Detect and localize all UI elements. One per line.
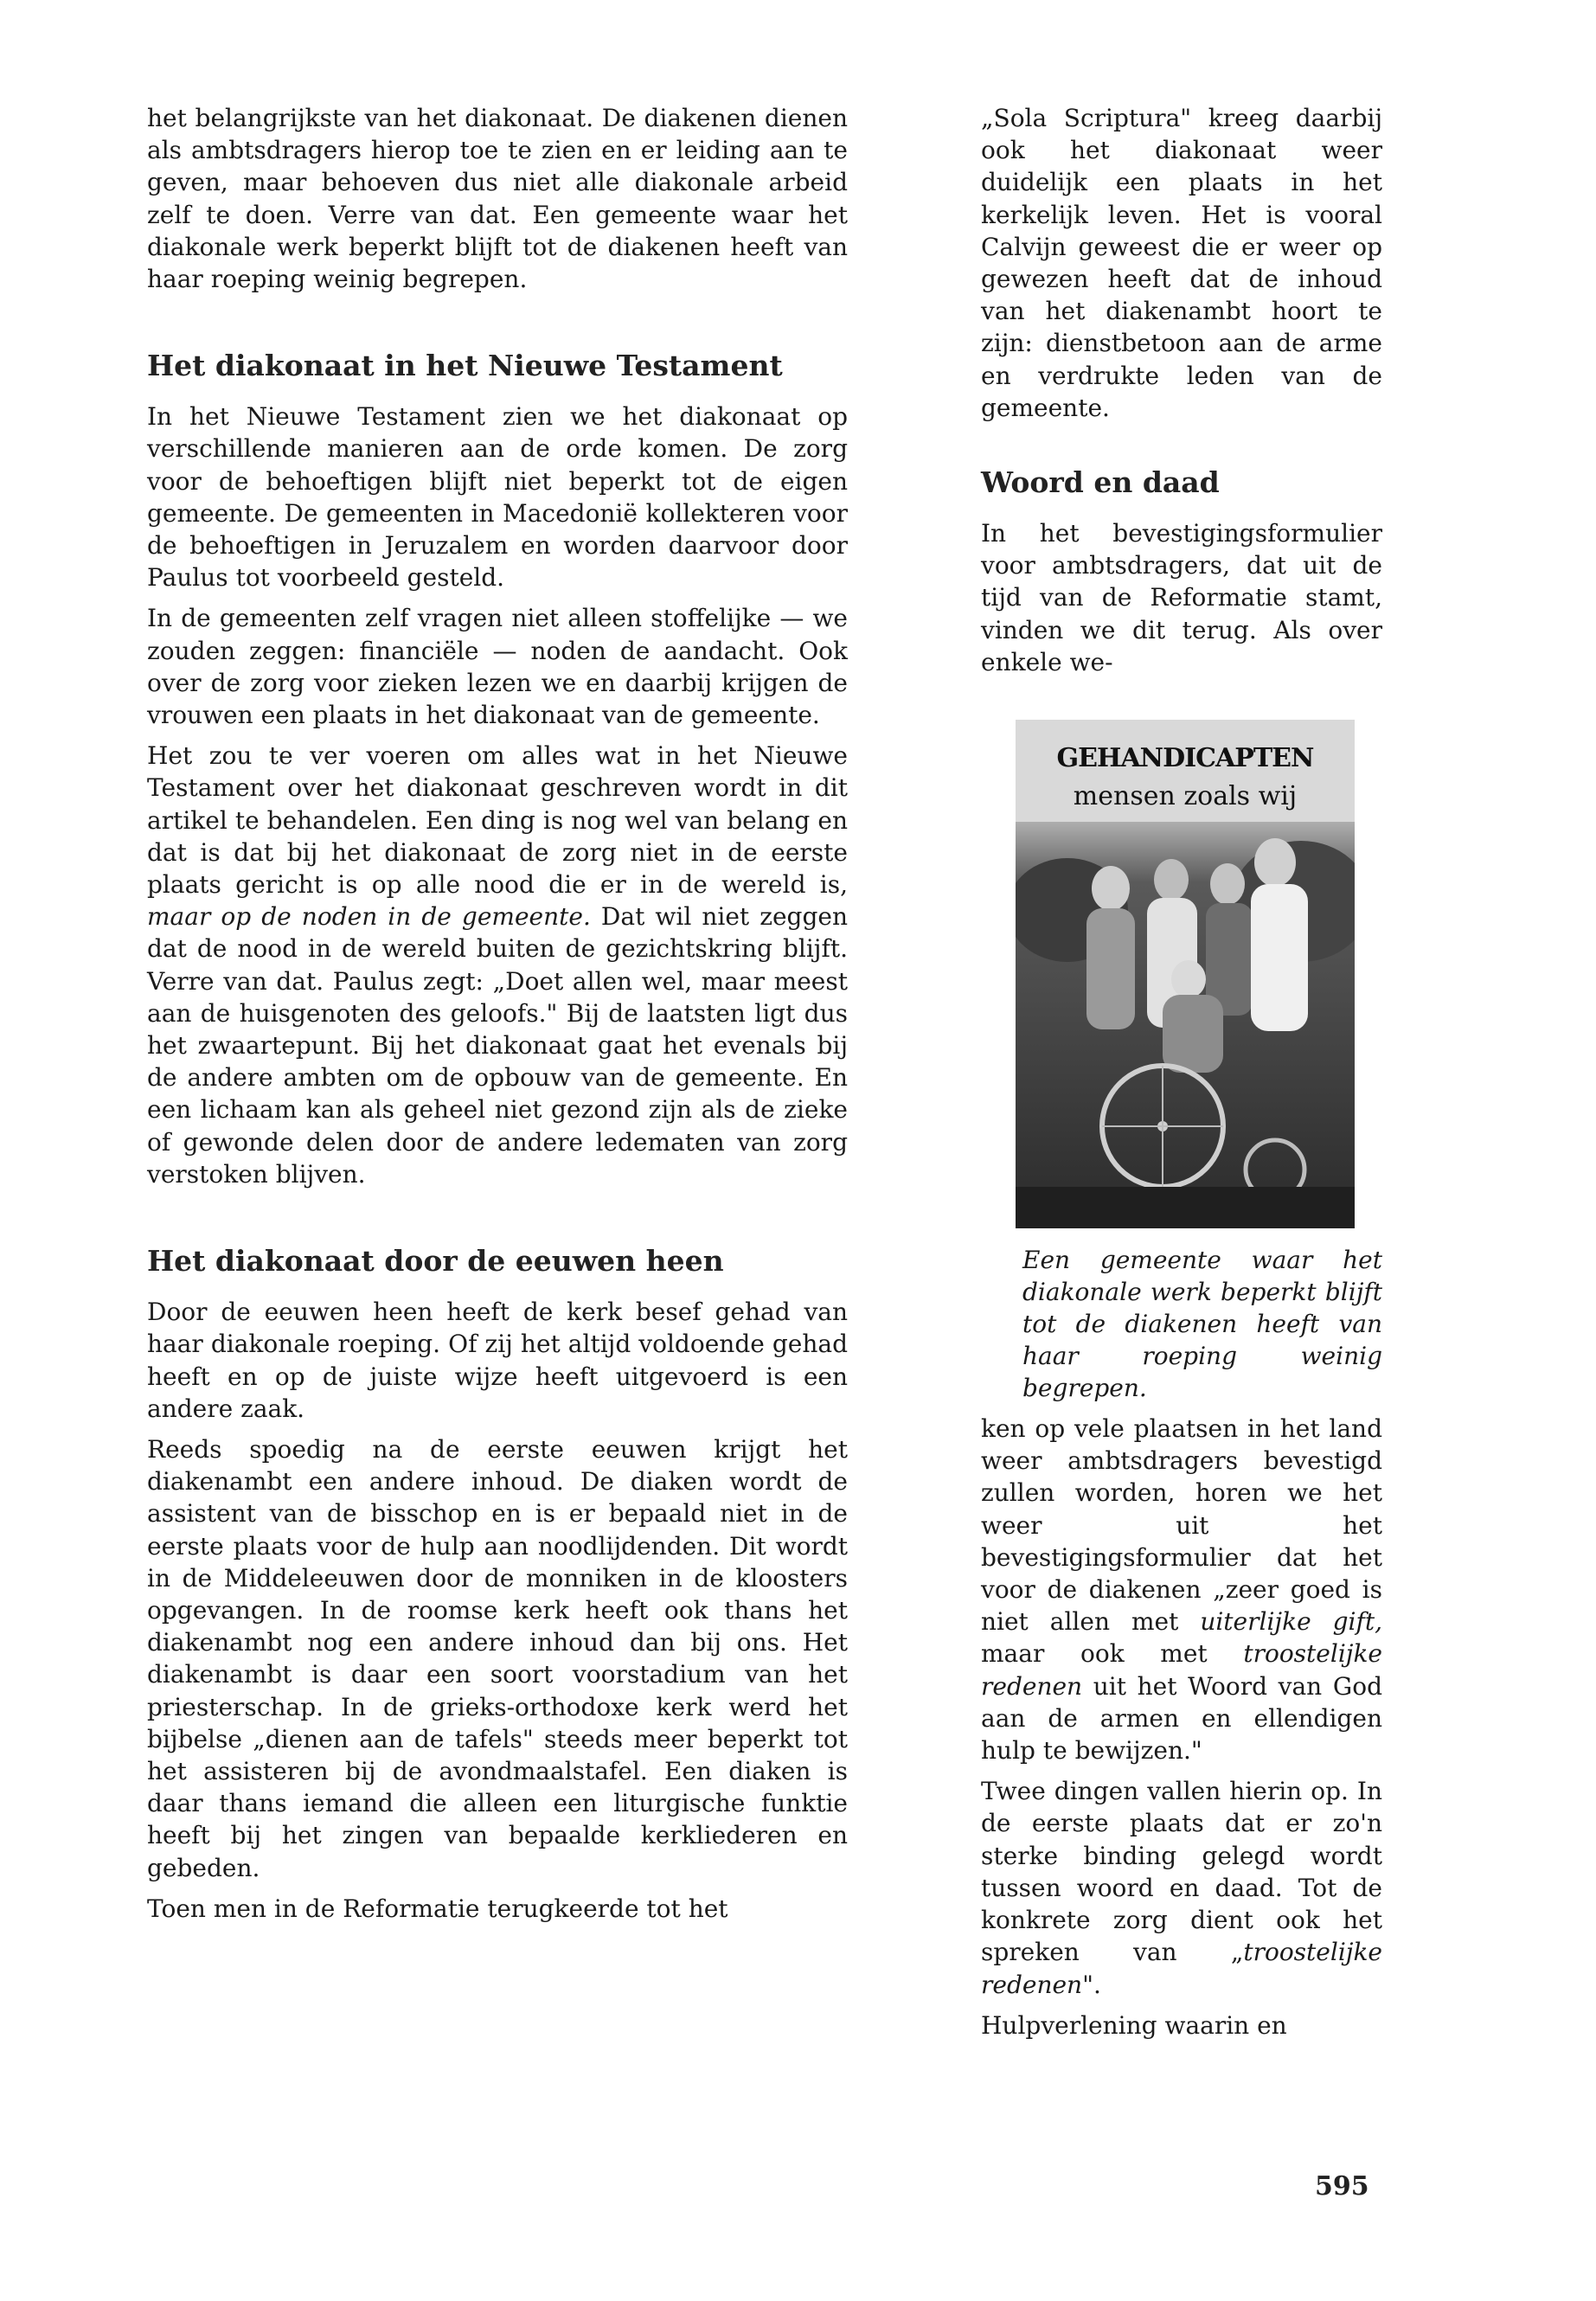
emphasis-text: uiterlijke gift, <box>1200 1607 1383 1637</box>
photo-title: GEHANDICAPTEN <box>1056 743 1314 774</box>
paragraph-ages-3: Toen men in de Reformatie terugkeerde tot het <box>147 1894 728 1923</box>
page-number: 595 <box>1315 2171 1369 2202</box>
paragraph-ages-1: Door de eeuwen heen heeft de kerk besef gehad van haar diakonale roeping. Of zij het altijd voldoende gehad heeft en op de juiste wijze heeft uitgevoerd is een andere zaak. <box>147 1298 848 1423</box>
paragraph-nt-3 <box>147 740 848 1190</box>
paragraph-woord-1: In het bevestigingsformulier voor ambtsdragers, dat uit de tijd van de Reformatie stamt, vinden we dit terug. Als over enkele we- <box>981 519 1382 676</box>
photo-subtitle: mensen zoals wij <box>1073 781 1298 812</box>
paragraph-ages-2: Reeds spoedig na de eerste eeuwen krijgt het diakenambt een andere inhoud. De diaken wordt de assistent van de bisschop en is er bepaald niet in de eerste plaats voor de hulp aan noodlijdenden. Dit wordt in de Middeleeuwen door de monniken in de kloosters opgevangen. In de roomse kerk heeft ook thans het diakenambt nog een andere inhoud dan bij ons. Het diakenambt is daar een soort voorstadium van het priesterschap. In de grieks-orthodoxe kerk werd het bijbelse „dienen aan de tafels" steeds meer beperkt tot het assisteren bij de avondmaalstafel. Een diaken is daar thans iemand die alleen een liturgische funktie heeft bij het zingen van bepaalde kerkliederen en gebeden. <box>147 1434 848 1882</box>
text-run: maar ook met <box>981 1639 1244 1669</box>
right-column <box>981 102 1382 2050</box>
heading-woord-en-daad: Woord en daad <box>981 465 1220 500</box>
paragraph-nt-2: In de gemeenten zelf vragen niet alleen stoffelijke — we zouden zeggen: financiële — noden de aandacht. Ook over de zorg voor zieken lezen we en daarbij krijgen de vrouwen een plaats in het diakonaat van de gemeente. <box>147 604 848 730</box>
paragraph-nt-1: In het Nieuwe Testament zien we het diakonaat op verschillende manieren aan de orde komen. De zorg voor de behoeftigen blijft niet beperkt tot de eigen gemeente. De gemeenten in Macedonië kollekteren voor de behoeftigen in Jeruzalem en worden daarvoor door Paulus tot voorbeeld gesteld. <box>147 402 848 593</box>
text-run: Het zou te ver voeren om alles wat in het Nieuwe Testament over het diakonaat geschreven wordt in dit artikel te behandelen. Een ding is nog wel van belang en dat is dat bij het diakonaat de zorg niet in de eerste plaats gericht is op alle nood die er in de wereld is, <box>147 741 848 900</box>
paragraph-sola-scriptura: „Sola Scriptura" kreeg daarbij ook het diakonaat weer duidelijk een plaats in het kerkelijk leven. Het is vooral Calvijn geweest die er weer op gewezen heeft dat de inhoud van het diakenambt hoort te zijn: dienstbetoon aan de arme en verdrukte leden van de gemeente. <box>981 104 1382 422</box>
paragraph-woord-2 <box>981 1413 1382 1766</box>
heading-door-de-eeuwen: Het diakonaat door de eeuwen heen <box>147 1244 724 1279</box>
photo-caption: Een gemeente waar het diakonale werk beperkt blijft tot de diakenen heeft van haar roeping weinig begrepen. <box>1022 1246 1382 1403</box>
emphasis-text: troostelijke redenen <box>981 1639 1382 1701</box>
heading-nieuwe-testament: Het diakonaat in het Nieuwe Testament <box>147 349 783 383</box>
paragraph-woord-3 <box>981 1775 1382 2000</box>
text-run: ". <box>1082 1970 1101 1999</box>
emphasis-text: maar op de noden in de gemeente. <box>147 902 591 932</box>
paragraph-intro: het belangrijkste van het diakonaat. De diakenen dienen als ambtsdragers hierop toe te zien en er leiding aan te geven, maar behoeven dus niet alle diakonale arbeid zelf te doen. Verre van dat. Een gemeente waar het diakonale werk beperkt blijft tot de diakenen heeft van haar roeping weinig begrepen. <box>147 104 848 294</box>
text-run: uit het Woord van God aan de armen en ellendigen hulp te bewijzen." <box>981 1671 1382 1766</box>
paragraph-woord-4: Hulpverlening waarin en <box>981 2010 1287 2040</box>
text-run: Twee dingen vallen hierin op. In de eerste plaats dat er zo'n sterke binding gelegd wordt tussen woord en daad. Tot de konkrete zorg dient ook het spreken van „ <box>981 1777 1382 1967</box>
left-column <box>147 102 848 1933</box>
emphasis-text: troostelijke redenen <box>981 1938 1382 1999</box>
photo-gehandicapten <box>1016 720 1355 1228</box>
text-run: Dat wil niet zeggen dat de nood in de wereld buiten de gezichtskring blijft. Verre van dat. Paulus zegt: „Doet allen wel, maar meest aan de huisgenoten des geloofs." Bij de laatsten ligt dus het zwaartepunt. Bij het diakonaat gaat het evenals bij de andere ambten om de opbouw van de gemeente. En een lichaam kan als geheel niet gezond zijn als de zieke of gewonde delen door de andere ledematen van zorg verstoken blijven. <box>147 902 848 1189</box>
text-run: ken op vele plaatsen in het land weer ambtsdragers bevestigd zullen worden, horen we het weer uit het bevestigingsformulier dat het voor de diakenen „zeer goed is niet allen met <box>981 1414 1382 1637</box>
